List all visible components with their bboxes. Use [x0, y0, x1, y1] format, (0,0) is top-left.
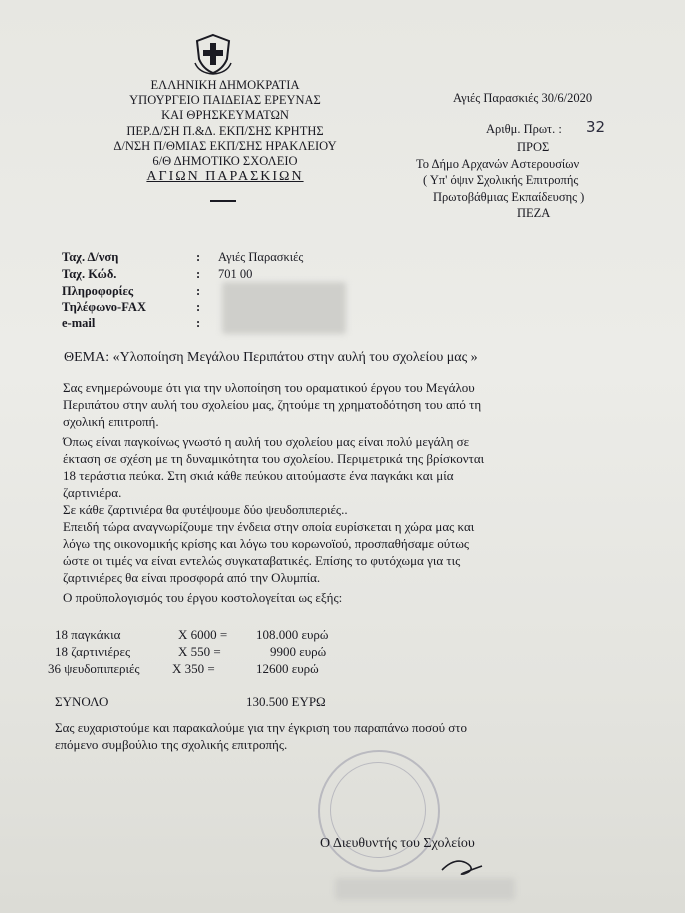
- issuer-line: ΥΠΟΥΡΓΕΙΟ ΠΑΙΔΕΙΑΣ ΕΡΕΥΝΑΣ: [129, 93, 321, 108]
- budget-price: Χ 6000 =: [178, 627, 228, 642]
- redacted-area: [335, 878, 515, 900]
- divider: [210, 200, 236, 202]
- email-label: e-mail: [62, 316, 96, 330]
- protocol-label: Αριθμ. Πρωτ. :: [486, 122, 562, 136]
- protocol-number: 32: [586, 118, 606, 136]
- budget-item: 18 ζαρτινιέρες: [55, 644, 131, 659]
- separator: :: [196, 300, 201, 314]
- budget-total: 12600 ευρώ: [256, 661, 319, 676]
- recipient-line: ( Υπ' όψιν Σχολικής Επιτροπής: [423, 173, 579, 187]
- info-label: Πληροφορίες: [62, 284, 134, 298]
- total-value: 130.500 ΕΥΡΩ: [246, 694, 326, 709]
- budget-total: 108.000 ευρώ: [256, 627, 329, 642]
- phone-label: Τηλέφωνο-FAX: [62, 300, 146, 314]
- school-seal: [318, 750, 440, 872]
- body-line: ώστε οι τιμές να είναι εντελώς συγκαταβατικές. Επίσης το φυτόχωμα για τις: [63, 553, 461, 568]
- body-line: λόγω της οικονομικής κρίσης και λόγω του κορωνοϊού, προσπαθήσαμε ούτως: [63, 536, 470, 551]
- school-name: ΑΓΙΩΝ ΠΑΡΑΣΚΙΩΝ: [146, 169, 304, 185]
- closing-line: Σας ευχαριστούμε και παρακαλούμε για την έγκριση του παραπάνω ποσού στο: [55, 720, 468, 735]
- separator: :: [196, 316, 201, 330]
- issuer-header: [100, 78, 350, 184]
- separator: :: [196, 267, 201, 281]
- closing-line: επόμενο συμβούλιο της σχολικής επιτροπής.: [55, 737, 288, 752]
- greek-emblem-icon: [193, 33, 233, 75]
- address-value: Αγιές Παρασκιές: [218, 250, 304, 264]
- budget-total: 9900 ευρώ: [270, 644, 327, 659]
- body-line: Σε κάθε ζαρτινιέρα θα φυτέψουμε δύο ψευδοπιπεριές..: [63, 502, 348, 517]
- postcode-value: 701 00: [218, 267, 253, 281]
- separator: :: [196, 284, 201, 298]
- issuer-line: ΚΑΙ ΘΡΗΣΚΕΥΜΑΤΩΝ: [161, 108, 289, 123]
- body-line: Ο προϋπολογισμός του έργου κοστολογείται ως εξής:: [63, 590, 343, 605]
- to-label: ΠΡΟΣ: [517, 140, 550, 154]
- separator: :: [196, 250, 201, 264]
- budget-price: Χ 350 =: [172, 661, 215, 676]
- body-line: 18 τεράστια πεύκα. Στη σκιά κάθε πεύκου αιτούμαστε ένα παγκάκι και μία: [63, 468, 454, 483]
- signature-mark: [438, 852, 488, 878]
- address-label: Ταχ. Δ/νση: [62, 250, 119, 264]
- body-line: σχολική επιτροπή.: [63, 414, 159, 429]
- issuer-line: ΠΕΡ.Δ/ΣΗ Π.&Δ. ΕΚΠ/ΣΗΣ ΚΡΗΤΗΣ: [126, 123, 324, 138]
- total-label: ΣΥΝΟΛΟ: [55, 694, 109, 709]
- body-line: Περιπάτου στην αυλή του σχολείου μας, ζητούμε τη χρηματοδότηση του από τη: [63, 397, 482, 412]
- signature-title: Ο Διευθυντής του Σχολείου: [320, 836, 475, 851]
- body-line: ζαρτινιέρα.: [63, 485, 122, 500]
- recipient-line: ΠΕΖΑ: [517, 206, 551, 220]
- budget-item: 36 ψευδοπιπεριές: [48, 661, 140, 676]
- body-line: Επειδή τώρα αναγνωρίζουμε την ένδεια στην οποία ευρίσκεται η χώρα μας και: [63, 519, 475, 534]
- recipient-line: Πρωτοβάθμιας Εκπαίδευσης ): [433, 190, 585, 204]
- postcode-label: Ταχ. Κώδ.: [62, 267, 117, 281]
- issuer-line: 6/Θ ΔΗΜΟΤΙΚΟ ΣΧΟΛΕΙΟ: [152, 154, 298, 169]
- body-line: Σας ενημερώνουμε ότι για την υλοποίηση του οραματικού έργου του Μεγάλου: [63, 380, 475, 395]
- body-line: έκταση σε σχέση με τη δυναμικότητα του σχολείου. Περιμετρικά της βρίσκονται: [63, 451, 485, 466]
- recipient-line: Το Δήμο Αρχανών Αστερουσίων: [416, 157, 580, 171]
- body-line: ζαρτινιέρες θα είναι προσφορά από την Ολυμπία.: [63, 570, 321, 585]
- redacted-area: [222, 282, 346, 334]
- budget-price: Χ 550 =: [178, 644, 221, 659]
- body-line: Όπως είναι παγκοίνως γνωστό η αυλή του σχολείου μας είναι πολύ μεγάλη σε: [63, 434, 470, 449]
- subject-line: ΘΕΜΑ: «Υλοποίηση Μεγάλου Περιπάτου στην αυλή του σχολείου μας »: [64, 350, 478, 365]
- budget-item: 18 παγκάκια: [55, 627, 121, 642]
- date-line: Αγιές Παρασκιές 30/6/2020: [453, 91, 593, 105]
- issuer-line: Δ/ΝΣΗ Π/ΘΜΙΑΣ ΕΚΠ/ΣΗΣ ΗΡΑΚΛΕΙΟΥ: [113, 138, 337, 153]
- issuer-line: ΕΛΛΗΝΙΚΗ ΔΗΜΟΚΡΑΤΙΑ: [150, 78, 300, 92]
